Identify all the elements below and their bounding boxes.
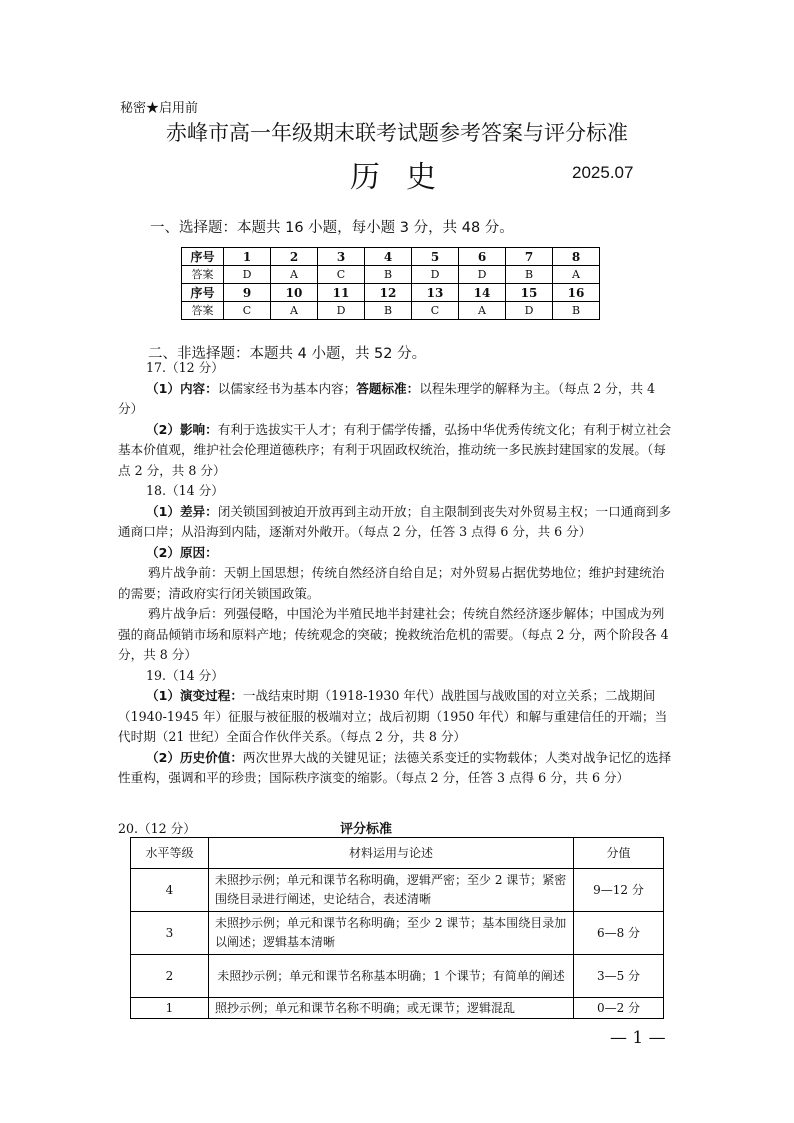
q17-part1-keyword2: 答题标准： [356, 380, 420, 396]
table-row [182, 284, 600, 302]
row-label-answer: 答案 [182, 266, 224, 284]
answer-body [118, 358, 674, 789]
table-row [131, 869, 664, 912]
answer-cell: A [459, 302, 506, 320]
q17-part1-text: 以儒家经书为基本内容； [217, 380, 357, 396]
level-cell: 3 [131, 912, 209, 955]
answer-cell: A [553, 266, 600, 284]
q19-part2 [118, 748, 674, 789]
q17-part2-keyword: （2）影响： [146, 421, 218, 437]
description-cell: 照抄示例；单元和课节名称不明确；或无课节；逻辑混乱 [209, 998, 574, 1019]
q19-heading: 19.（14 分） [146, 667, 224, 683]
q19-part1-keyword: （1）演变过程： [146, 688, 243, 703]
table-row [131, 955, 664, 998]
q17-part1-text2: 以程朱理学的解释为主。（每点 2 分，共 4 分） [118, 380, 656, 416]
description-cell: 未照抄示例；单元和课节名称明确；至少 2 课节；基本围绕目录加以阐述；逻辑基本清晰 [209, 912, 574, 955]
answer-cell: B [365, 266, 412, 284]
table-row [131, 838, 664, 869]
description-cell: 未照抄示例；单元和课节名称明确，逻辑严密；至少 2 课节；紧密围绕目录进行阐述，史论结合，表述清晰 [209, 869, 574, 912]
level-cell: 2 [131, 955, 209, 998]
answer-cell: D [318, 302, 365, 320]
question-number: 7 [506, 248, 553, 266]
answer-cell: B [365, 302, 412, 320]
question-number: 6 [459, 248, 506, 266]
question-number: 15 [506, 284, 553, 302]
question-number: 4 [365, 248, 412, 266]
question-number: 14 [459, 284, 506, 302]
score-cell: 0—2 分 [574, 998, 664, 1019]
exam-date: 2025.07 [572, 163, 634, 182]
q18-part1 [118, 502, 674, 543]
answer-cell: C [318, 266, 365, 284]
page-number: — 1 — [610, 1028, 666, 1048]
question-number: 5 [412, 248, 459, 266]
row-label-number: 序号 [182, 284, 224, 302]
answer-table [181, 247, 600, 320]
q17-part1 [118, 379, 674, 420]
level-cell: 1 [131, 998, 209, 1019]
q17-heading: 17.（12 分） [146, 360, 224, 375]
question-number: 16 [553, 284, 600, 302]
row-label-number: 序号 [182, 248, 224, 266]
question-number: 12 [365, 284, 412, 302]
table-row [182, 248, 600, 266]
answer-cell: C [224, 302, 271, 320]
q17-part2 [118, 420, 674, 482]
q18-before-war: 鸦片战争前：天朝上国思想；传统自然经济自给自足；对外贸易占据优势地位；维护封建统治的需要；清政府实行闭关锁国政策。 [118, 565, 665, 601]
answer-cell: D [459, 266, 506, 284]
score-cell: 3—5 分 [574, 955, 664, 998]
answer-cell: A [271, 302, 318, 320]
q18-part1-keyword: （1）差异： [146, 503, 218, 519]
answer-cell: B [506, 266, 553, 284]
table-row [182, 266, 600, 284]
q17-part1-keyword: （1）内容： [146, 380, 218, 396]
question-number: 10 [271, 284, 318, 302]
score-cell: 6—8 分 [574, 912, 664, 955]
q18-part1-text: 闭关锁国到被迫开放再到主动开放；自主限制到丧失对外贸易主权；一口通商到多通商口岸；从沿海到内陆，逐渐对外敞开。（每点 2 分，任答 3 点得 6 分，共 6 分） [118, 503, 672, 539]
column-header-material: 材料运用与论述 [209, 838, 574, 869]
q18-after-war: 鸦片战争后：列强侵略，中国沦为半殖民地半封建社会；传统自然经济逐步解体；中国成为列强的商品倾销市场和原料产地；传统观念的突破；挽救统治危机的需要。（每点 2 分，两个阶段各 4 分，共 8 分） [118, 606, 669, 662]
question-number: 8 [553, 248, 600, 266]
answer-cell: D [412, 266, 459, 284]
question-number: 9 [224, 284, 271, 302]
row-label-answer: 答案 [182, 302, 224, 320]
level-cell: 4 [131, 869, 209, 912]
table-row [131, 998, 664, 1019]
q18-part2 [118, 543, 674, 564]
answer-cell: D [506, 302, 553, 320]
table-row [131, 912, 664, 955]
question-number: 1 [224, 248, 271, 266]
score-cell: 9—12 分 [574, 869, 664, 912]
answer-cell: B [553, 302, 600, 320]
question-number: 13 [412, 284, 459, 302]
q19-part2-keyword: （2）历史价值： [146, 749, 243, 765]
q19-part1 [118, 686, 674, 748]
rubric-title: 评分标准 [340, 822, 393, 837]
rubric-table [130, 837, 664, 1019]
confidential-label: 秘密★启用前 [120, 101, 199, 116]
description-cell: 未照抄示例；单元和课节名称基本明确；1 个课节；有简单的阐述 [209, 955, 574, 998]
document-title: 赤峰市高一年级期末联考试题参考答案与评分标准 [166, 121, 628, 145]
answer-cell: D [224, 266, 271, 284]
subject-title: 历史 [350, 160, 462, 195]
answer-cell: C [412, 302, 459, 320]
q19-part2-text: 两次世界大战的关键见证；法德关系变迁的实物载体；人类对战争记忆的选择性重构，强调和平的珍贵；国际秩序演变的缩影。（每点 2 分，任答 3 点得 6 分，共 6 分） [118, 749, 672, 785]
question-number: 3 [318, 248, 365, 266]
table-row [182, 302, 600, 320]
q18-heading: 18.（14 分） [146, 483, 224, 498]
q18-part2-keyword: （2）原因： [146, 544, 218, 560]
section-1-heading: 一、选择题：本题共 16 小题，每小题 3 分，共 48 分。 [150, 220, 514, 236]
answer-cell: A [271, 266, 318, 284]
question-number: 11 [318, 284, 365, 302]
q17-part2-text: 有利于选拔实干人才；有利于儒学传播，弘扬中华优秀传统文化；有利于树立社会基本价值观，维护社会伦理道德秩序；有利于巩固政权统治，推动统一多民族封建国家的发展。（每点 2 分，共 8 分） [118, 421, 672, 478]
column-header-score: 分值 [574, 838, 664, 869]
q19-part1-text: 一战结束时期（1918-1930 年代）战胜国与战败国的对立关系；二战期间（1940-1945 年）征服与被征服的极端对立；战后初期（1950 年代）和解与重建信任的开端；当代时期（21 世纪）全面合作伙伴关系。（每点 2 分，共 8 分） [118, 688, 668, 744]
question-number: 2 [271, 248, 318, 266]
section-2-heading: 二、非选择题：本题共 4 小题，共 52 分。 [148, 346, 427, 362]
q20-heading: 20.（12 分） [118, 821, 196, 836]
column-header-level: 水平等级 [131, 838, 209, 869]
